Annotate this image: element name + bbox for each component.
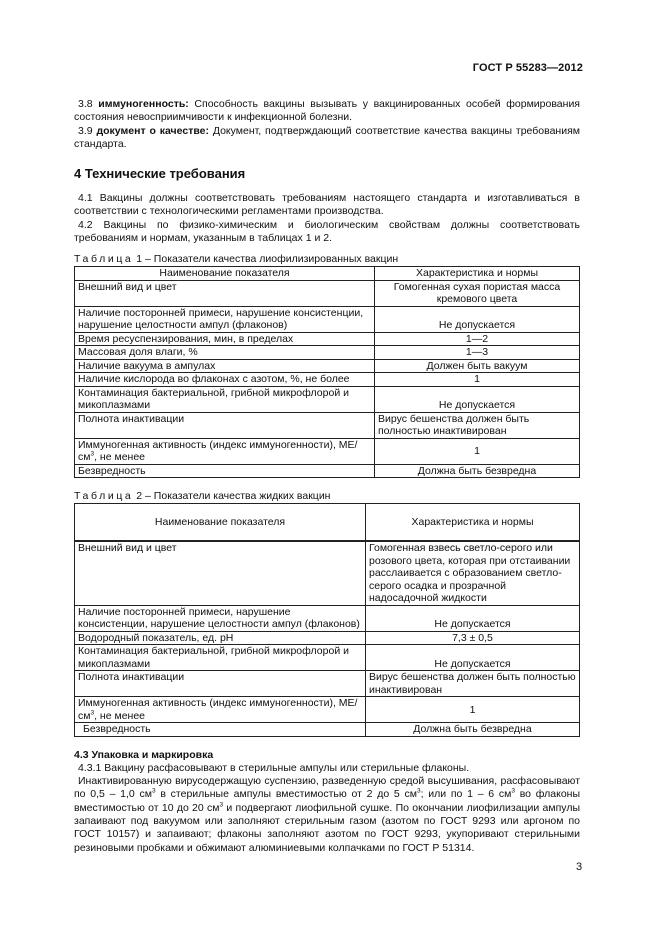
- table-cell-name: Полнота инактивации: [75, 671, 366, 697]
- paragraph-text: и подвергают лиофильной сушке. По окончании лиофилизации ампулы запаивают под вакуумом или заполняют стерильным газом (азотом по ГОСТ 9293 или аргоном по ГОСТ 10157) и запаивают; флаконы заполняют азотом по ГОСТ 9293, укупоривают стерильными резиновыми пробками и обжимают алюминиевыми колпачками по ГОСТ Р 51314.: [74, 801, 580, 854]
- table-cell-name: [75, 438, 375, 464]
- table-cell-value: 1—2: [375, 332, 580, 346]
- table-cell-value: Гомогенная сухая пористая масса кремового цвета: [375, 280, 580, 306]
- superscript: 3: [90, 450, 95, 458]
- table-cell-name: Время ресуспензирования, мин, в пределах: [75, 332, 375, 346]
- table-cell-name: Наличие посторонней примеси, нарушение консистенции, нарушение целостности ампул (флаконов): [75, 306, 375, 332]
- table-cell-value: 7,3 ± 0,5: [366, 631, 580, 645]
- table-row: [75, 373, 580, 387]
- paragraph-4-1: 4.1 Вакцины должны соответствовать требованиям настоящего стандарта и изготавливаться в соответствии с технологическими регламентами производства.: [74, 192, 580, 218]
- table-cell-value: Вирус бешенства должен быть полностью инактивирован: [366, 671, 580, 697]
- table-caption-text: 1 – Показатели качества лиофилизированных вакцин: [133, 253, 399, 266]
- table-cell-name: Контаминация бактериальной, грибной микрофлорой и микоплазмами: [75, 645, 366, 671]
- superscript: 3: [219, 801, 224, 809]
- table-row: [75, 464, 580, 478]
- table-cell-name: Полнота инактивации: [75, 412, 375, 438]
- table-caption-lead: Таблица: [74, 490, 134, 503]
- definition-number: 3.9: [78, 124, 93, 137]
- cell-text: , не менее: [94, 451, 146, 464]
- definition-text: Документ, подтверждающий соответствие качества вакцины требованиям стандарта.: [74, 124, 581, 150]
- superscript: 3: [151, 787, 156, 795]
- table-cell-name: Безвредность: [75, 464, 375, 478]
- column-header-name: Наименование показателя: [75, 504, 366, 542]
- paragraph-4-3-1: 4.3.1 Вакцину расфасовывают в стерильные ампулы или стерильные флаконы.: [78, 761, 470, 774]
- definition-text: Способность вакцины вызывать у вакцинированных особей формирования состояния невосприимчивости к инфекционной болезни.: [74, 98, 580, 124]
- table-2-caption: [74, 490, 580, 503]
- table-row: [75, 671, 580, 697]
- table-row: [75, 306, 580, 332]
- table-row: [75, 541, 580, 605]
- standard-header: ГОСТ Р 55283—2012: [472, 62, 583, 74]
- table-cell-value: Не допускается: [375, 306, 580, 332]
- table-row: [75, 438, 580, 464]
- section-4-3-title: 4.3 Упаковка и маркировка: [74, 748, 214, 761]
- table-cell-name: Наличие кислорода во флаконах с азотом, %, не более: [75, 373, 375, 387]
- definition-3-9: [74, 125, 580, 152]
- table-cell-value: Должна быть безвредна: [366, 723, 580, 737]
- paragraph-4-2: 4.2 Вакцины по физико-химическим и биологическим свойствам должны соответствовать требованиям и нормам, указанным в таблицах 1 и 2.: [74, 218, 580, 245]
- table-cell-name: Наличие вакуума в ампулах: [75, 359, 375, 373]
- table-caption-text: 2 – Показатели качества жидких вакцин: [133, 490, 331, 503]
- table-row: [75, 412, 580, 438]
- cell-text: , не менее: [94, 709, 146, 722]
- table-1: [74, 266, 580, 478]
- table-cell-name: Внешний вид и цвет: [75, 280, 375, 306]
- table-cell-name: Контаминация бактериальной, грибной микрофлорой и микоплазмами: [75, 386, 375, 412]
- definition-term: документ о качестве:: [96, 124, 209, 137]
- table-row: [75, 723, 580, 737]
- table-2: [74, 503, 580, 737]
- table-row: [75, 346, 580, 360]
- table-header-row: [75, 504, 580, 542]
- table-row: [75, 359, 580, 373]
- table-cell-name: Внешний вид и цвет: [75, 541, 366, 605]
- table-cell-value: Не допускается: [375, 386, 580, 412]
- page-content: [74, 98, 580, 855]
- column-header-value: Характеристика и нормы: [375, 267, 580, 281]
- paragraph-text: в стерильные ампулы вместимостью от 2 до 5 см: [155, 788, 417, 801]
- section-4-title: 4 Технические требования: [74, 166, 246, 182]
- table-row: [75, 332, 580, 346]
- table-cell-value: 1: [375, 438, 580, 464]
- definition-term: иммуногенность:: [98, 98, 189, 110]
- paragraph-text: во флаконы вместимостью от 10 до 20 см: [74, 788, 581, 814]
- column-header-name: Наименование показателя: [75, 267, 375, 281]
- paragraph-text: ; или по 1 – 6 см: [420, 788, 512, 801]
- paragraph-4-3-1-detail: [74, 775, 580, 855]
- table-cell-name: Наличие посторонней примеси, нарушение консистенции, нарушение целостности ампул (флаконов): [75, 605, 366, 631]
- table-cell-value: Должен быть вакуум: [375, 359, 580, 373]
- superscript: 3: [511, 787, 515, 795]
- cell-text: Иммуногенная активность (индекс иммуногенности), МЕ/см: [78, 697, 358, 722]
- table-cell-value: Должна быть безвредна: [375, 464, 580, 478]
- table-row: [75, 280, 580, 306]
- table-header-row: [75, 267, 580, 281]
- table-caption-lead: Таблица: [74, 253, 134, 266]
- table-row: [75, 645, 580, 671]
- table-row: [75, 631, 580, 645]
- table-1-caption: [74, 253, 580, 266]
- table-row: [75, 386, 580, 412]
- table-cell-value: Не допускается: [366, 605, 580, 631]
- paragraph-text: Инактивированную вирусодержащую суспензию, разведенную средой высушивания, расфасовывают по 0,5 – 1,0 см: [74, 775, 580, 801]
- table-cell-value: Вирус бешенства должен быть полностью инактивирован: [375, 412, 580, 438]
- table-cell-name: Водородный показатель, ед. рН: [75, 631, 366, 645]
- table-cell-value: 1: [375, 373, 580, 387]
- table-cell-value: 1—3: [375, 346, 580, 360]
- table-cell-value: Не допускается: [366, 645, 580, 671]
- table-row: [75, 605, 580, 631]
- superscript: 3: [416, 787, 421, 795]
- table-row: [75, 697, 580, 723]
- table-cell-name: Массовая доля влаги, %: [75, 346, 375, 360]
- page-number: 3: [576, 861, 583, 873]
- column-header-value: Характеристика и нормы: [366, 504, 580, 542]
- table-cell-name: [75, 697, 366, 723]
- table-cell-value: 1: [366, 697, 580, 723]
- superscript: 3: [90, 709, 95, 717]
- cell-text: Иммуногенная активность (индекс иммуногенности), МЕ/см: [78, 438, 358, 464]
- table-cell-name: Безвредность: [75, 723, 366, 737]
- definition-3-8: [74, 98, 580, 125]
- definition-number: 3.8: [78, 98, 93, 110]
- table-cell-value: Гомогенная взвесь светло-серого или розового цвета, которая при отстаивании расслаивается с образованием светло-серого осадка и прозрачной надосадочной жидкости: [366, 541, 580, 605]
